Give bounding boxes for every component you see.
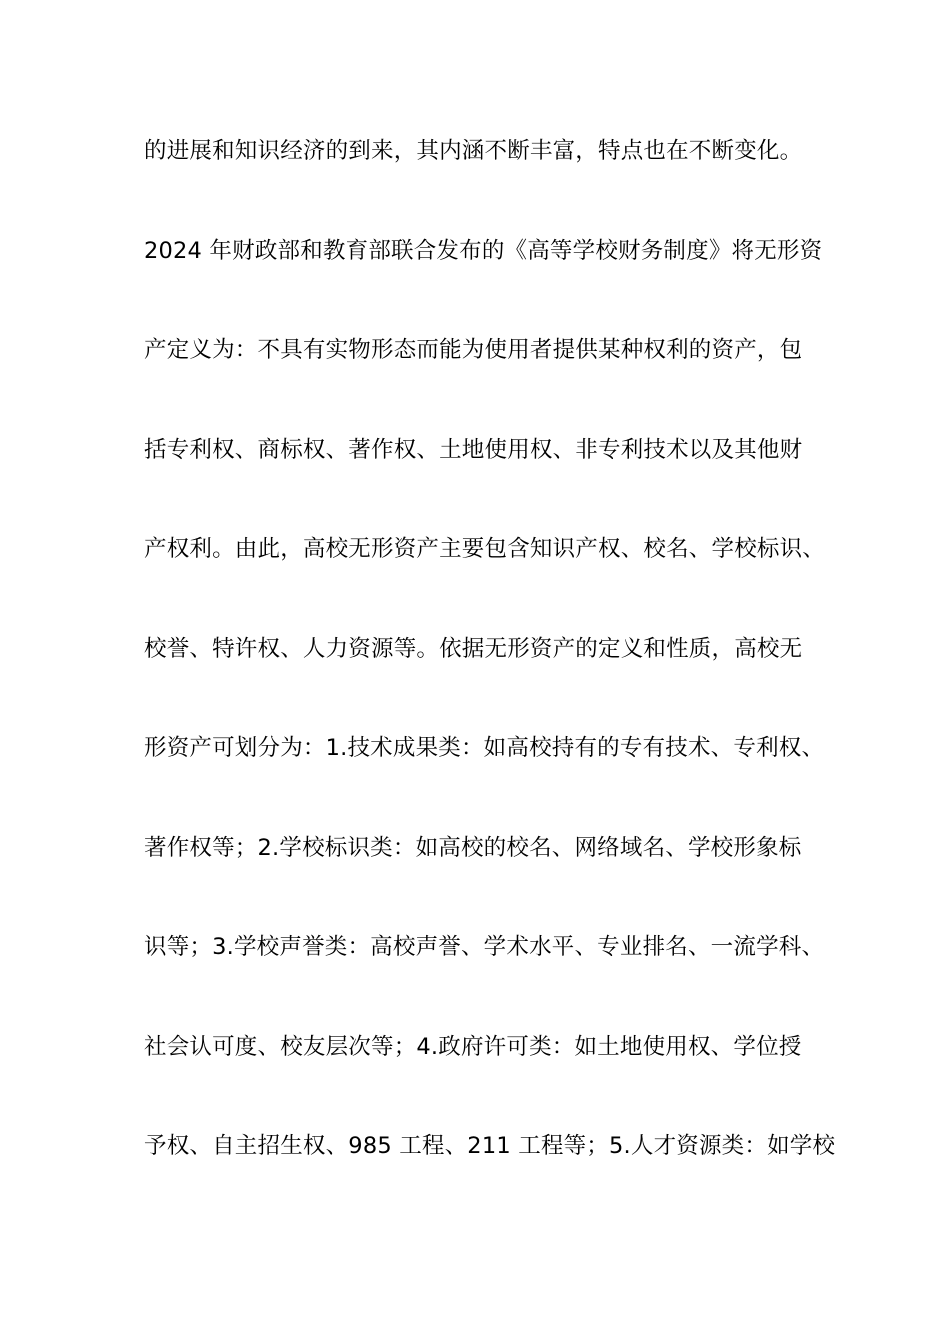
text-line: 社会认可度、校友层次等；4.政府许可类：如土地使用权、学位授 [144, 1033, 802, 1060]
text-line: 产定义为：不具有实物形态而能为使用者提供某种权利的资产，包 [144, 337, 803, 363]
text-line: 识等；3.学校声誉类：高校声誉、学术水平、专业排名、一流学科、 [144, 934, 825, 960]
text-line: 形资产可划分为：1.技术成果类：如高校持有的专有技术、专利权、 [144, 735, 825, 761]
text-line: 产权利。由此，高校无形资产主要包含知识产权、校名、学校标识、 [144, 536, 826, 562]
text-line: 2024 年财政部和教育部联合发布的《高等学校财务制度》将无形资 [144, 237, 823, 264]
text-line: 的进展和知识经济的到来，其内涵不断丰富，特点也在不断变化。 [144, 138, 803, 164]
text-line: 括专利权、商标权、著作权、土地使用权、非专利技术以及其他财 [144, 436, 803, 463]
text-line: 予权、自主招生权、985 工程、211 工程等；5.人才资源类：如学校 [144, 1133, 836, 1159]
text-line: 著作权等；2.学校标识类：如高校的校名、网络域名、学校形象标 [144, 834, 802, 861]
body-text [144, 129, 834, 1224]
text-line: 校誉、特许权、人力资源等。依据无形资产的定义和性质，高校无 [144, 635, 803, 662]
